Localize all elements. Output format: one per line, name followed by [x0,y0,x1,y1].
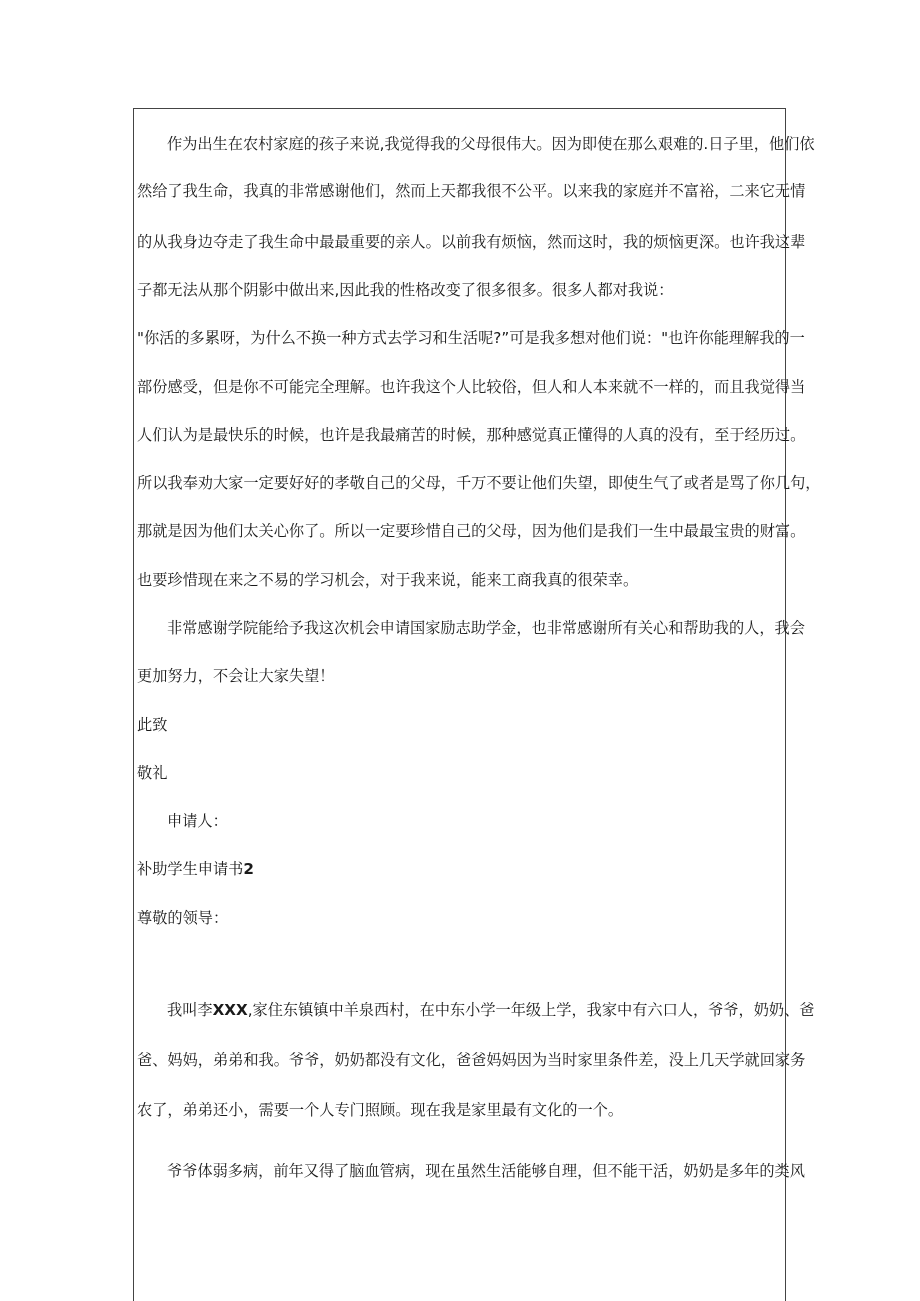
paragraph-line: 然给了我生命，我真的非常感谢他们，然而上天都我很不公平。以来我的家庭并不富裕，二来它无情 [137,182,806,200]
closing-regards: 敬礼 [137,764,168,782]
intro-rest: ,家住东镇镇中羊泉西村，在中东小学一年级上学，我家中有六口人，爷爷，奶奶、爸 [247,1001,815,1019]
paragraph-line: 非常感谢学院能给予我这次机会申请国家励志助学金，也非常感谢所有关心和帮助我的人，我会 [167,619,805,637]
paragraph-line: 也要珍惜现在来之不易的学习机会，对于我来说，能来工商我真的很荣幸。 [137,571,639,589]
intro-text: 我叫李 [167,1001,213,1019]
paragraph-line: 子都无法从那个阴影中做出来,因此我的性格改变了很多很多。很多人都对我说： [137,281,674,299]
greeting: 尊敬的领导： [137,909,229,927]
paragraph-line: 部份感受，但是你不可能完全理解。也许我这个人比较俗，但人和人本来就不一样的，而且我觉得当 [137,378,806,396]
paragraph-line: 的从我身边夺走了我生命中最最重要的亲人。以前我有烦恼，然而这时，我的烦恼更深。也许我这辈 [137,233,806,251]
paragraph-line [167,1000,815,1020]
applicant-label: 申请人： [167,812,228,830]
section-title-number: 2 [243,860,254,878]
paragraph-line: 作为出生在农村家庭的孩子来说,我觉得我的父母很伟大。因为即使在那么艰难的.日子里，他们依 [167,135,815,153]
paragraph-line: 人们认为是最快乐的时候，也许是我最痛苦的时候，那种感觉真正懂得的人真的没有，至于经历过。 [137,426,806,444]
section-title [137,859,254,879]
paragraph-line: 那就是因为他们太关心你了。所以一定要珍惜自己的父母，因为他们是我们一生中最最宝贵的财富。 [137,522,806,540]
paragraph-line: 爷爷体弱多病，前年又得了脑血管病，现在虽然生活能够自理，但不能干活，奶奶是多年的类风 [167,1162,805,1180]
paragraph-line: 爸、妈妈，弟弟和我。爷爷，奶奶都没有文化，爸爸妈妈因为当时家里条件差，没上几天学就回家务 [137,1051,806,1069]
paragraph-line: 农了，弟弟还小，需要一个人专门照顾。现在我是家里最有文化的一个。 [137,1101,623,1119]
closing-salutation: 此致 [137,716,168,734]
intro-name: XXX [212,1001,248,1019]
paragraph-line: "你活的多累呀，为什么不换一种方式去学习和生活呢?”可是我多想对他们说："也许你能理解我的一 [137,329,805,347]
paragraph-line: 所以我奉劝大家一定要好好的孝敬自己的父母，千万不要让他们失望，即使生气了或者是骂了你几句， [137,474,821,492]
paragraph-line: 更加努力，不会让大家失望！ [137,667,335,685]
section-title-text: 补助学生申请书 [137,860,244,878]
